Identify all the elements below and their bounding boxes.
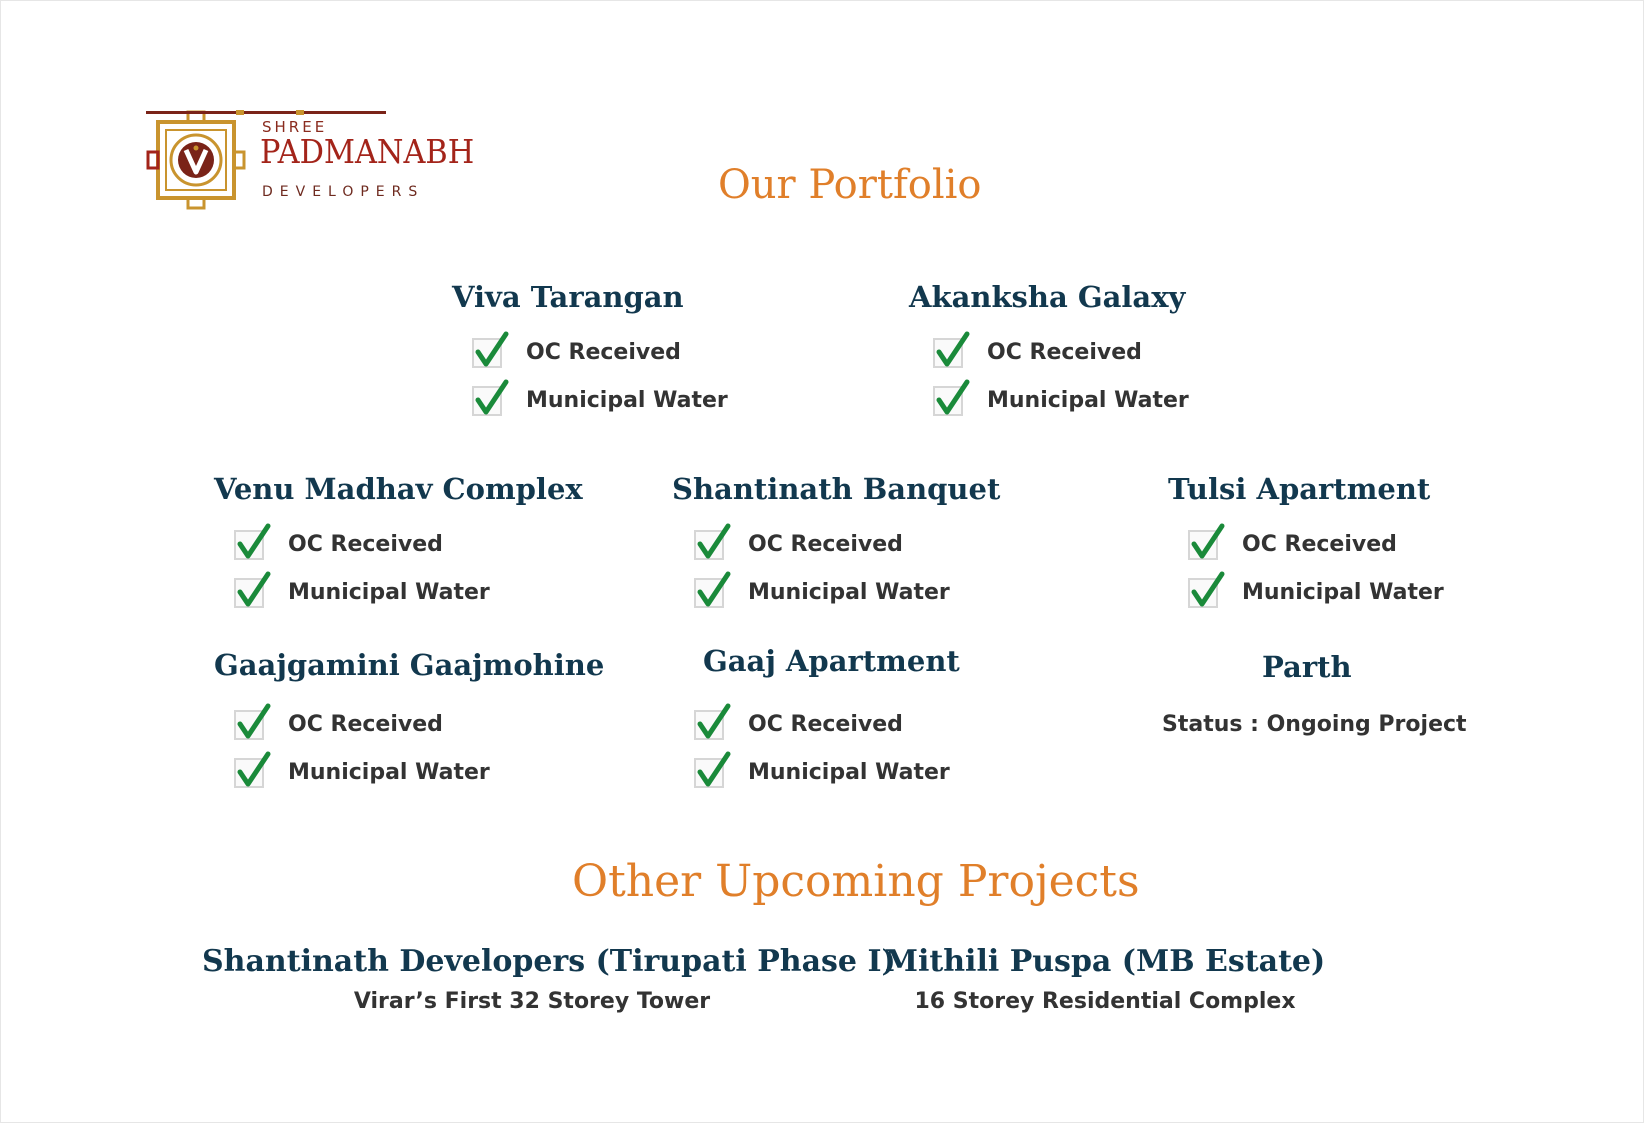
status-label: OC Received bbox=[1242, 531, 1397, 557]
yantra-emblem-icon bbox=[146, 110, 246, 210]
status-label: OC Received bbox=[987, 339, 1142, 365]
status-label: OC Received bbox=[748, 531, 903, 557]
project-name: Gaaj Apartment bbox=[703, 644, 960, 678]
status-item-oc bbox=[234, 520, 490, 568]
company-logo bbox=[146, 110, 506, 210]
status-label: Municipal Water bbox=[748, 579, 950, 605]
status-label: Municipal Water bbox=[288, 759, 490, 785]
upcoming-project-mithili bbox=[880, 944, 1330, 1014]
status-item-oc bbox=[1188, 520, 1444, 568]
project-name: Shantinath Banquet bbox=[672, 472, 1001, 506]
upcoming-project-name: Shantinath Developers (Tirupati Phase I) bbox=[202, 944, 896, 979]
status-item-water bbox=[1188, 568, 1444, 616]
flute-line-icon bbox=[146, 110, 386, 115]
status-item-oc bbox=[933, 328, 1189, 376]
status-label: Municipal Water bbox=[288, 579, 490, 605]
check-mark-icon bbox=[933, 336, 967, 368]
status-item-water bbox=[694, 568, 950, 616]
project-name: Tulsi Apartment bbox=[1168, 472, 1431, 506]
check-mark-icon bbox=[1188, 576, 1222, 608]
project-name: Akanksha Galaxy bbox=[909, 280, 1186, 314]
project-tulsi-apartment bbox=[1168, 472, 1444, 605]
status-list bbox=[1188, 520, 1444, 616]
check-mark-icon bbox=[694, 576, 728, 608]
upcoming-project-shantinath bbox=[202, 944, 896, 1014]
status-item-oc bbox=[694, 520, 950, 568]
status-label: OC Received bbox=[288, 711, 443, 737]
project-viva-tarangan bbox=[452, 280, 728, 413]
project-akanksha-galaxy bbox=[909, 280, 1189, 413]
status-item-oc bbox=[694, 700, 950, 748]
status-item-water bbox=[234, 748, 490, 796]
project-parth bbox=[1262, 650, 1352, 684]
project-gaajgamini-gaajmohine bbox=[214, 648, 605, 785]
check-mark-icon bbox=[472, 336, 506, 368]
upcoming-title: Other Upcoming Projects bbox=[572, 856, 1140, 907]
status-item-oc bbox=[472, 328, 728, 376]
status-label: OC Received bbox=[288, 531, 443, 557]
status-list bbox=[234, 700, 490, 796]
check-mark-icon bbox=[1188, 528, 1222, 560]
check-mark-icon bbox=[694, 708, 728, 740]
status-list bbox=[472, 328, 728, 424]
check-mark-icon bbox=[234, 576, 268, 608]
status-item-water bbox=[472, 376, 728, 424]
check-mark-icon bbox=[234, 756, 268, 788]
project-name: Parth bbox=[1262, 650, 1352, 684]
portfolio-title: Our Portfolio bbox=[718, 162, 982, 208]
status-item-water bbox=[694, 748, 950, 796]
project-name: Gaajgamini Gaajmohine bbox=[214, 648, 605, 682]
upcoming-project-desc: 16 Storey Residential Complex bbox=[914, 989, 1296, 1014]
project-name: Viva Tarangan bbox=[452, 280, 684, 314]
status-item-water bbox=[933, 376, 1189, 424]
parth-status: Status : Ongoing Project bbox=[1162, 712, 1467, 737]
status-label: OC Received bbox=[526, 339, 681, 365]
upcoming-project-name: Mithili Puspa (MB Estate) bbox=[884, 944, 1326, 979]
logo-developers-text: DEVELOPERS bbox=[262, 184, 425, 200]
status-label: Municipal Water bbox=[1242, 579, 1444, 605]
project-gaaj-apartment bbox=[703, 644, 960, 785]
project-venu-madhav-complex bbox=[214, 472, 583, 605]
check-mark-icon bbox=[472, 384, 506, 416]
status-list bbox=[694, 700, 950, 796]
check-mark-icon bbox=[694, 756, 728, 788]
status-label: Municipal Water bbox=[748, 759, 950, 785]
status-list bbox=[234, 520, 490, 616]
status-list bbox=[694, 520, 950, 616]
status-list bbox=[933, 328, 1189, 424]
project-shantinath-banquet bbox=[672, 472, 1001, 605]
check-mark-icon bbox=[694, 528, 728, 560]
status-item-water bbox=[234, 568, 490, 616]
logo-shree-text: SHREE bbox=[262, 118, 328, 136]
check-mark-icon bbox=[234, 528, 268, 560]
logo-name-text: PADMANABH bbox=[260, 132, 475, 171]
status-item-oc bbox=[234, 700, 490, 748]
check-mark-icon bbox=[234, 708, 268, 740]
check-mark-icon bbox=[933, 384, 967, 416]
project-name: Venu Madhav Complex bbox=[214, 472, 583, 506]
status-label: Municipal Water bbox=[987, 387, 1189, 413]
status-label: Municipal Water bbox=[526, 387, 728, 413]
upcoming-project-desc: Virar’s First 32 Storey Tower bbox=[353, 989, 711, 1014]
status-label: OC Received bbox=[748, 711, 903, 737]
